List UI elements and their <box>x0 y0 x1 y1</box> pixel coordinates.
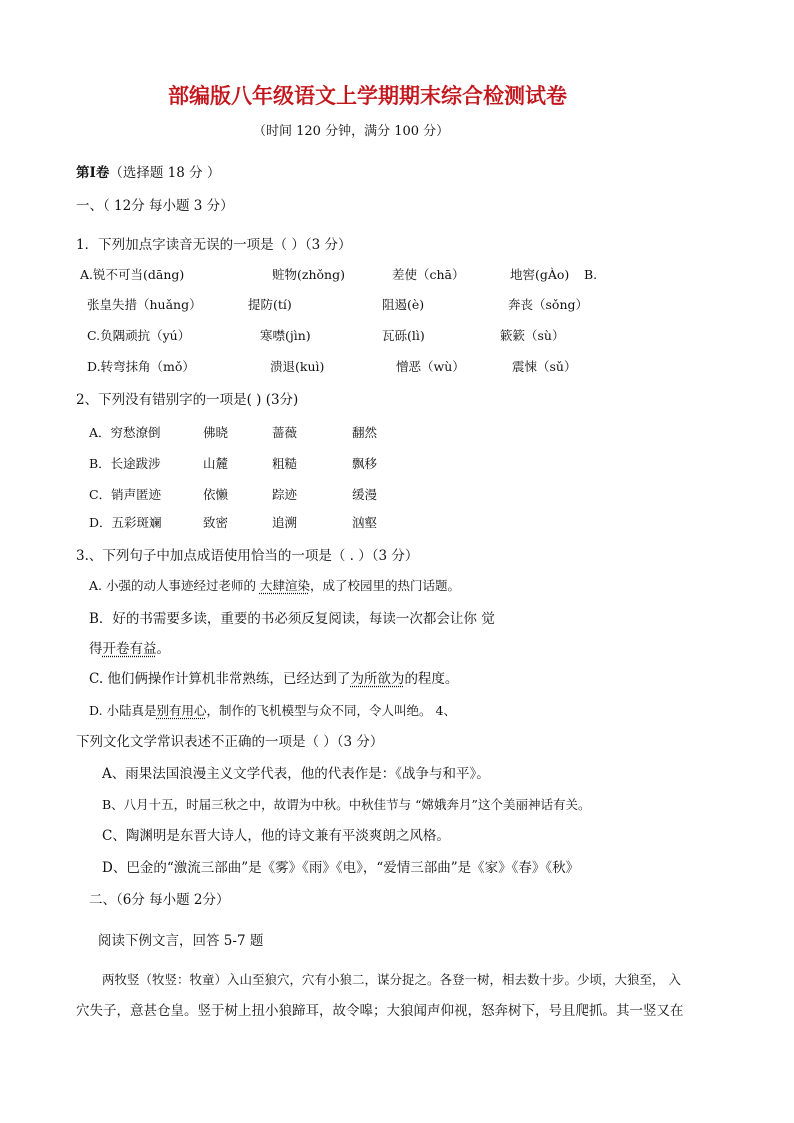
q1-row-a-5: B. <box>584 267 598 282</box>
q4-option-c: C、陶渊明是东晋大诗人，他的诗文兼有平淡爽朗之风格。 <box>102 828 450 844</box>
q3-a-tail: ，成了校园里的热门话题。 <box>309 578 460 593</box>
q3-b-tail: 。 <box>156 641 170 657</box>
q2-row-c-1: C．销声匿迹 <box>89 487 162 502</box>
exam-subtitle: （时间 120 分钟，满分 100 分） <box>253 124 450 139</box>
q3-option-d <box>89 703 456 718</box>
q3-stem: 3.、下列句子中加点成语使用恰当的一项是（ . ）（3 分） <box>76 548 419 564</box>
q2-row-d-4: 汹壑 <box>352 515 378 530</box>
q3-a-text: A. 小强的动人事迹经过老师的 <box>89 578 260 593</box>
q4-option-a: A、雨果法国浪漫主义文学代表，他的代表作是：《战争与和平》。 <box>102 766 490 782</box>
q2-row-b-3: 粗糙 <box>272 456 298 471</box>
q1-row-a-2: 赃物(zhǒng) <box>272 267 345 282</box>
q1-row-d-3: 憎恶（wù） <box>396 359 465 374</box>
q1-stem: 1．下列加点字读音无误的一项是（ ）（3 分） <box>76 237 352 253</box>
q3-option-b-line1: B．好的书需要多读，重要的书必须反复阅读，每读一次都会让你 觉 <box>89 611 495 627</box>
q4-option-b: B、八月十五，时届三秋之中，故谓为中秋。中秋佳节与 “嫦娥奔月”这个美丽神话有关。 <box>102 797 591 812</box>
q2-row-d-1: D．五彩斑斓 <box>89 515 162 530</box>
q3-b-idiom: 开卷有益 <box>102 641 157 657</box>
q2-row-a-1: A．穷愁潦倒 <box>89 425 161 440</box>
q3-option-a <box>89 578 460 593</box>
q4-option-d: D、巴金的“激流三部曲”是《雾》《雨》《电》，“爱情三部曲”是《家》《春》《秋》 <box>102 860 580 876</box>
q2-row-b-2: 山麓 <box>203 456 229 471</box>
q2-row-a-4: 翻然 <box>352 425 378 440</box>
q1-row-a-4: 地窖(gÀo) <box>510 267 570 282</box>
q1-row-c-2: 寒噤(jìn) <box>260 328 311 343</box>
section2-heading: 二、（6分 每小题 2分） <box>89 892 230 908</box>
part1-label: 第Ⅰ卷 <box>76 165 110 181</box>
section1-heading: 一、（ 12分 每小题 3 分） <box>76 198 234 214</box>
q1-row-a-1: A.锐不可当(dāng) <box>80 267 185 282</box>
q1-row-b-3: 阻遏(è) <box>382 297 425 312</box>
q2-stem: 2、下列没有错别字的一项是( ) (3分) <box>76 392 299 408</box>
q3-option-c <box>89 671 458 687</box>
q2-row-d-2: 致密 <box>203 515 229 530</box>
q3-c-text: C. 他们俩操作计算机非常熟练，已经达到了 <box>89 671 351 687</box>
q1-row-c-4: 簌簌（sù） <box>500 328 565 343</box>
q3-option-b-line2 <box>89 641 170 657</box>
q3-c-idiom: 为所欲为 <box>350 671 405 687</box>
q3-d-tail: ，制作的飞机模型与众不同，令人叫绝。 4、 <box>206 703 456 718</box>
q3-d-idiom: 别有用心 <box>156 703 207 718</box>
q2-row-d-3: 追溯 <box>272 515 298 530</box>
q2-row-c-4: 缓漫 <box>352 487 378 502</box>
q2-row-a-2: 佛晓 <box>203 425 229 440</box>
q1-row-c-1: C.负隅顽抗（yú） <box>87 328 191 343</box>
q1-row-d-2: 溃退(kuì) <box>270 359 325 374</box>
q1-row-d-1: D.转弯抹角（mǒ） <box>87 359 195 374</box>
q1-row-d-4: 震悚（sǔ） <box>512 359 577 374</box>
q3-a-idiom: 大肆渲染 <box>259 578 310 593</box>
q2-row-b-1: B．长途跋涉 <box>89 456 161 471</box>
q1-row-b-2: 提防(tí) <box>248 297 292 312</box>
passage-line-2: 穴失子，意甚仓皇。竖于树上扭小狼蹄耳，故令嗥；大狼闻声仰视，怒奔树下，号且爬抓。其一竖又在 <box>76 1003 684 1019</box>
reading-instruction: 阅读下例文言，回答 5-7 题 <box>98 933 264 949</box>
q1-row-a-3: 差使（chā） <box>392 267 465 282</box>
q1-row-c-3: 瓦砾(lì) <box>382 328 425 343</box>
passage-line-1: 两牧竖（牧竖：牧童）入山至狼穴，穴有小狼二，谋分捉之。各登一树，相去数十步。少顷，大狼至， 入 <box>102 972 681 987</box>
q2-row-a-3: 蔷薇 <box>272 425 298 440</box>
q2-row-c-2: 依懒 <box>203 487 229 502</box>
q3-b-text: 得 <box>89 641 103 657</box>
page-title: 部编版八年级语文上学期期末综合检测试卷 <box>168 84 567 108</box>
q1-row-b-4: 奔丧（sǒng） <box>508 297 588 312</box>
q2-row-c-3: 踪迹 <box>272 487 298 502</box>
q3-d-text: D. 小陆真是 <box>89 703 157 718</box>
q4-stem: 下列文化文学常识表述不正确的一项是（ ）（3 分） <box>76 734 384 750</box>
q3-c-tail: 的程度。 <box>404 671 459 687</box>
q2-row-b-4: 飘移 <box>352 456 378 471</box>
part1-heading <box>76 165 220 181</box>
q1-row-b-1: 张皇失措（huǎng） <box>87 297 202 312</box>
part1-score: （选择题 18 分 ） <box>109 165 221 181</box>
